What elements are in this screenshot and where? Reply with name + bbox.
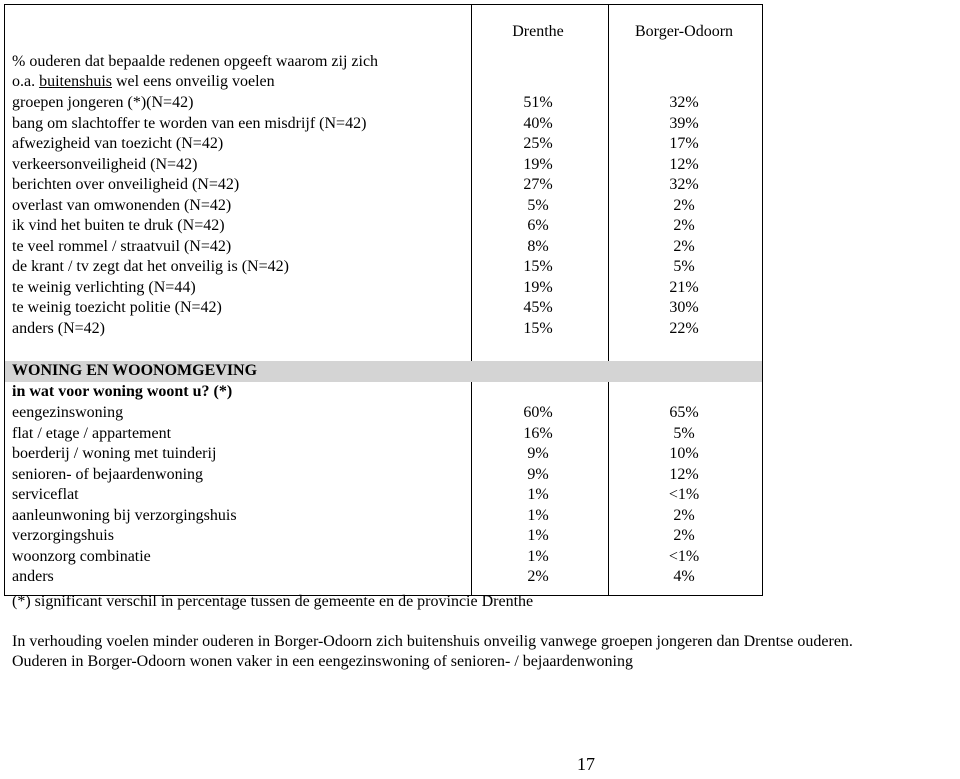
table-row: serviceflat 1% <1%: [12, 486, 700, 503]
table-row: bang om slachtoffer te worden van een misdrijf (N=42) 40% 39%: [12, 114, 699, 132]
table-row: te weinig toezicht politie (N=42) 45% 30%: [12, 299, 699, 316]
summary-line: Ouderen in Borger-Odoorn wonen vaker in een eengezinswoning of senioren- / bejaardenwoning: [12, 653, 633, 670]
table-row: verkeersonveiligheid (N=42) 19% 12%: [12, 155, 699, 173]
column-header-borger-odoorn: Borger-Odoorn: [634, 23, 734, 40]
table-row: verzorgingshuis 1% 2%: [12, 527, 695, 544]
table-row: anders (N=42) 15% 22%: [12, 319, 699, 337]
page-number: 17: [577, 754, 595, 774]
table-row: flat / etage / appartement 16% 5%: [12, 424, 695, 442]
table-row: te weinig verlichting (N=44) 19% 21%: [12, 278, 699, 296]
section-heading: WONING EN WOONOMGEVING: [12, 362, 258, 379]
table-row: de krant / tv zegt dat het onveilig is (N=42) 15% 5%: [12, 258, 695, 275]
underlined-word: buitenshuis: [39, 73, 112, 90]
table-row: anders 2% 4%: [12, 568, 695, 585]
table-row: eengezinswoning 60% 65%: [12, 404, 699, 421]
section-title-line2: o.a. buitenshuis wel eens onveilig voelen: [12, 73, 275, 90]
table-row: afwezigheid van toezicht (N=42) 25% 17%: [12, 135, 699, 152]
table-row: overlast van omwonenden (N=42) 5% 2%: [12, 196, 695, 214]
question-line: in wat voor woning woont u? (*): [12, 383, 233, 400]
summary-line: In verhouding voelen minder ouderen in Borger-Odoorn zich buitenshuis onveilig vanwege groepen jongeren dan Drentse ouderen.: [12, 633, 853, 650]
column-header-drenthe: Drenthe: [512, 23, 564, 40]
table-row: boerderij / woning met tuinderij 9% 10%: [12, 445, 699, 462]
table-row: senioren- of bejaardenwoning 9% 12%: [12, 465, 699, 483]
table-row: aanleunwoning bij verzorgingshuis 1% 2%: [12, 506, 695, 524]
table-row: woonzorg combinatie 1% <1%: [12, 547, 700, 565]
section-title: % ouderen dat bepaalde redenen opgeeft waarom zij zich: [12, 53, 379, 70]
table-row: te veel rommel / straatvuil (N=42) 8% 2%: [12, 237, 695, 255]
footnote: (*) significant verschil in percentage tussen de gemeente en de provincie Drenthe: [12, 593, 534, 610]
table-row: ik vind het buiten te druk (N=42) 6% 2%: [12, 217, 695, 234]
table-row: berichten over onveiligheid (N=42) 27% 32%: [12, 176, 699, 193]
table-row: groepen jongeren (*)(N=42) 51% 32%: [12, 94, 699, 111]
